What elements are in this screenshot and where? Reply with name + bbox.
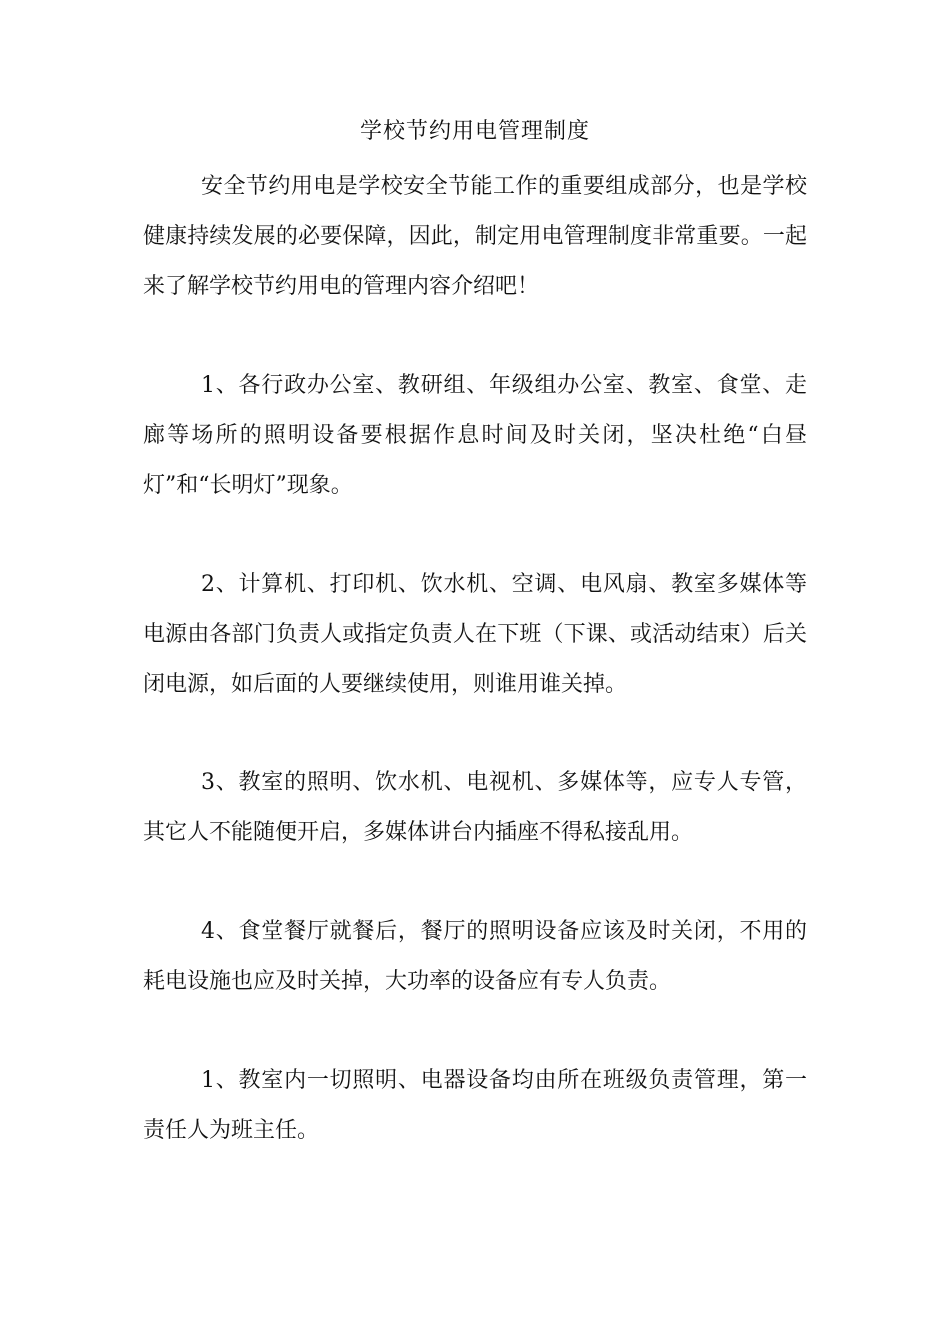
document-title: 学校节约用电管理制度 [359,119,590,144]
rule-paragraph-2: 2、计算机、打印机、饮水机、空调、电风扇、教室多媒体等电源由各部门负责人或指定负责人在下班（下课、或活动结束）后关闭电源，如后面的人要继续使用，则谁用谁关掉。 [143,572,807,697]
rule-paragraph-3: 3、教室的照明、饮水机、电视机、多媒体等，应专人专管，其它人不能随便开启，多媒体讲台内插座不得私接乱用。 [143,770,807,845]
rule-paragraph-1: 1、各行政办公室、教研组、年级组办公室、教室、食堂、走廊等场所的照明设备要根据作息时间及时关闭，坚决杜绝“白昼灯”和“长明灯”现象。 [143,373,807,498]
rule-paragraph-4: 4、食堂餐厅就餐后，餐厅的照明设备应该及时关闭，不用的耗电设施也应及时关掉，大功率的设备应有专人负责。 [143,919,807,994]
rule-paragraph-5: 1、教室内一切照明、电器设备均由所在班级负责管理，第一责任人为班主任。 [143,1068,807,1143]
intro-paragraph: 安全节约用电是学校安全节能工作的重要组成部分，也是学校健康持续发展的必要保障，因此，制定用电管理制度非常重要。一起来了解学校节约用电的管理内容介绍吧！ [143,174,807,299]
